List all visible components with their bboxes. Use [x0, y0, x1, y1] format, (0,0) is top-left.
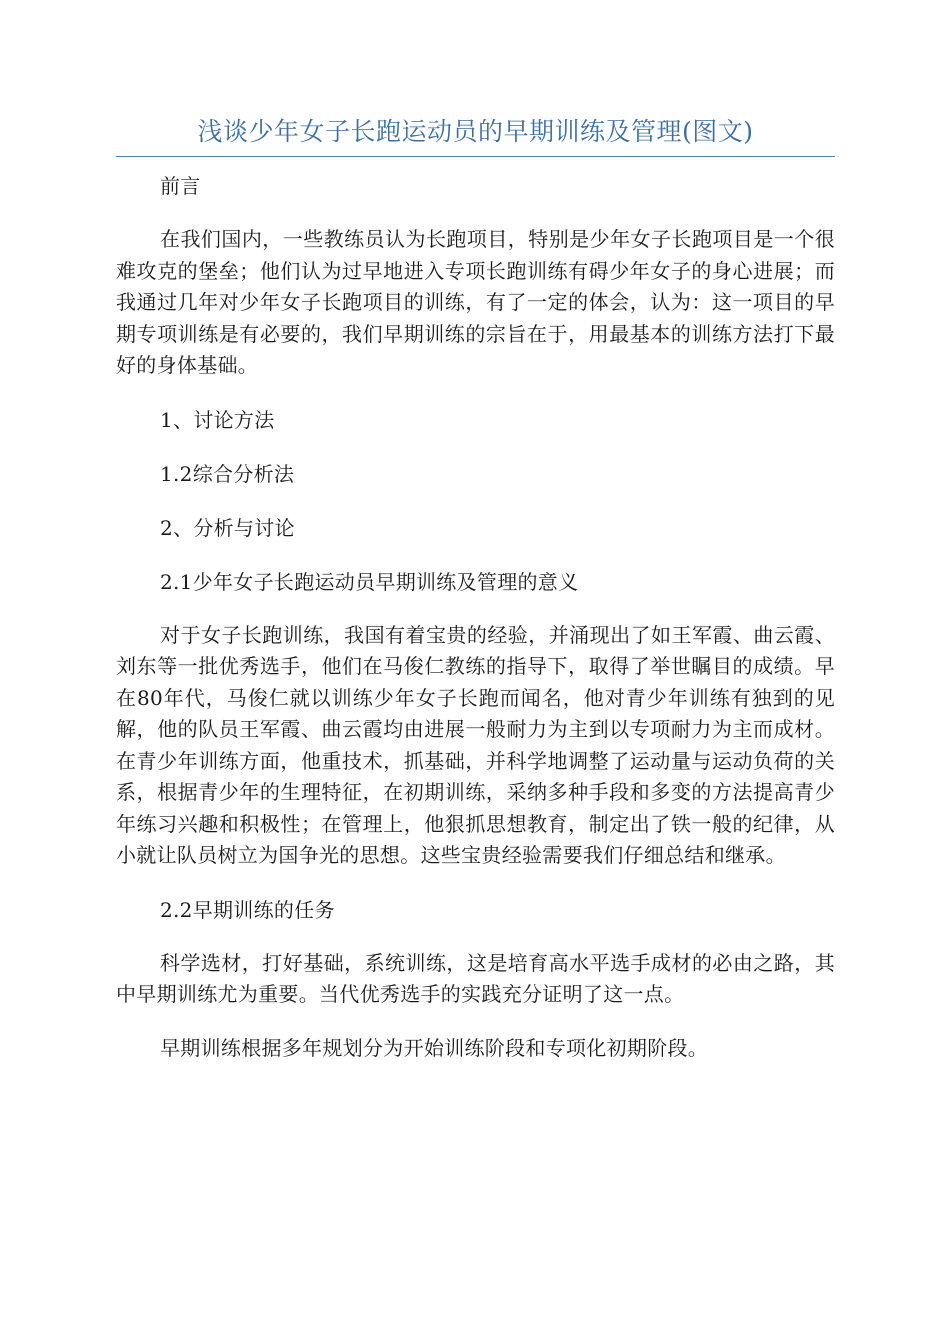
section-heading-methods: 1、讨论方法	[160, 407, 275, 432]
document-body	[116, 170, 835, 1064]
subsection-heading-analysis-method: 1.2综合分析法	[160, 461, 295, 486]
section-heading-analysis-discussion: 2、分析与讨论	[160, 515, 295, 540]
body-paragraph-experience: 对于女子长跑训练，我国有着宝贵的经验，并涌现出了如王军霞、曲云霞、刘东等一批优秀选手，他们在马俊仁教练的指导下，取得了举世瞩目的成绩。早在80年代，马俊仁就以训练少年女子长跑而闻名，他对青少年训练有独到的见解，他的队员王军霞、曲云霞均由进展一般耐力为主到以专项耐力为主而成材。在青少年训练方面，他重技术，抓基础，并科学地调整了运动量与运动负荷的关系，根据青少年的生理特征，在初期训练，采纳多种手段和多变的方法提高青少年练习兴趣和积极性；在管理上，他狠抓思想教育，制定出了铁一般的纪律，从小就让队员树立为国争光的思想。这些宝贵经验需要我们仔细总结和继承。	[116, 622, 835, 867]
subsection-heading-significance: 2.1少年女子长跑运动员早期训练及管理的意义	[160, 569, 579, 594]
title-block	[116, 112, 835, 157]
section-heading-preface: 前言	[160, 174, 201, 198]
body-paragraph-intro: 在我们国内，一些教练员认为长跑项目，特别是少年女子长跑项目是一个很难攻克的堡垒；他们认为过早地进入专项长跑训练有碍少年女子的身心进展；而我通过几年对少年女子长跑项目的训练，有了一定的体会，认为：这一项目的早期专项训练是有必要的，我们早期训练的宗旨在于，用最基本的训练方法打下最好的身体基础。	[116, 227, 835, 377]
body-paragraph-selection: 科学选材，打好基础，系统训练，这是培育高水平选手成材的必由之路，其中早期训练尤为重要。当代优秀选手的实践充分证明了这一点。	[116, 950, 835, 1006]
body-paragraph-stages: 早期训练根据多年规划分为开始训练阶段和专项化初期阶段。	[160, 1035, 709, 1060]
document-title: 浅谈少年女子长跑运动员的早期训练及管理(图文)	[197, 117, 754, 146]
subsection-heading-tasks: 2.2早期训练的任务	[160, 897, 335, 922]
